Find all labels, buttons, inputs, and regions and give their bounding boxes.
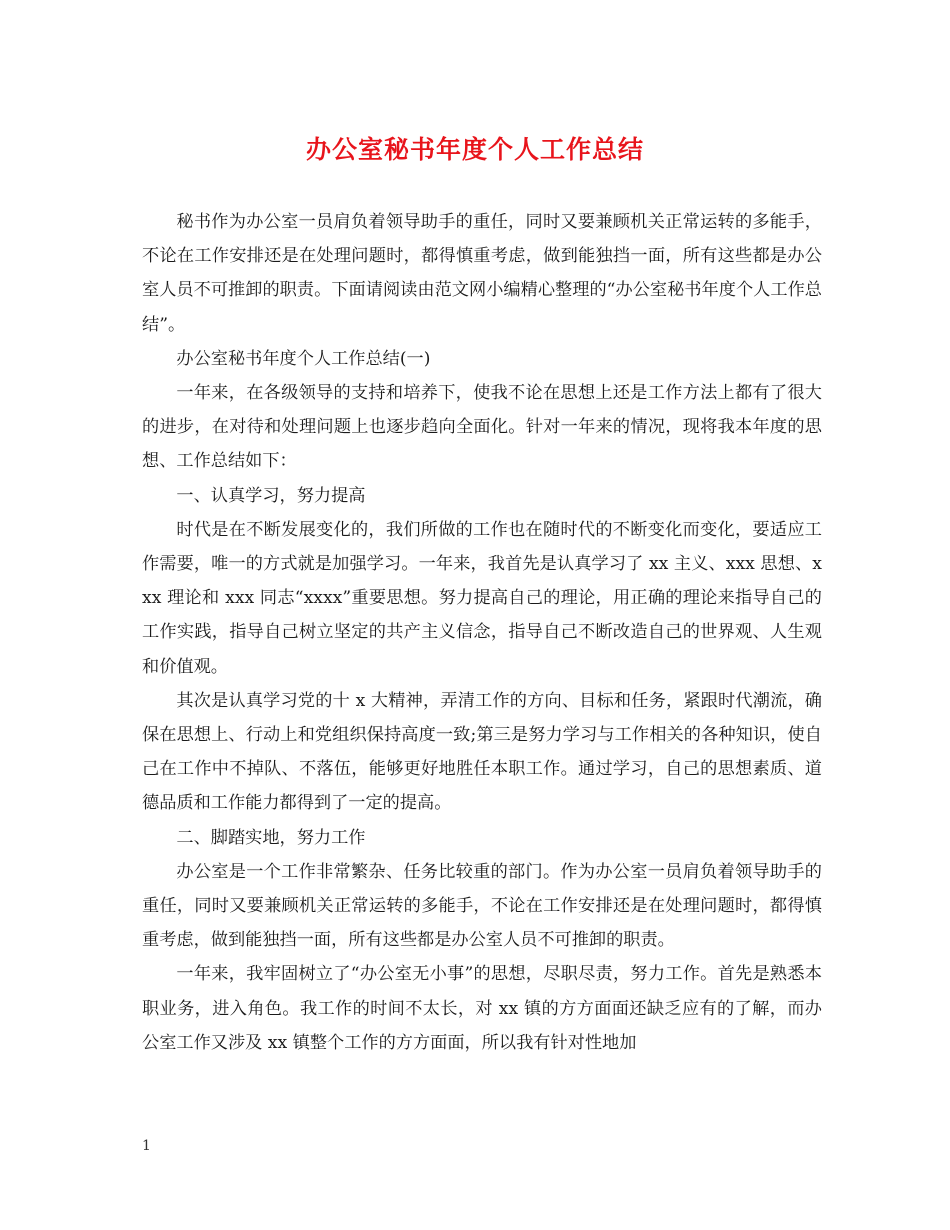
page-number: 1 (142, 1138, 151, 1154)
section-heading-1: 一、认真学习，努力提高 (176, 485, 366, 506)
paragraph: 办公室是一个工作非常繁杂、任务比较重的部门。作为办公室一员肩负着领导助手的重任，同时又要兼顾机关正常运转的多能手，不论在工作安排还是在处理问题时，都得慎重考虑，做到能独挡一面，所有这些都是办公室人员不可推卸的职责。 (142, 861, 822, 951)
document-title: 办公室秘书年度个人工作总结 (305, 135, 644, 164)
paragraph-subtitle: 办公室秘书年度个人工作总结(一) (176, 348, 431, 369)
document-body (142, 205, 822, 1060)
paragraph: 一年来，在各级领导的支持和培养下，使我不论在思想上还是工作方法上都有了很大的进步，在对待和处理问题上也逐步趋向全面化。针对一年来的情况，现将我本年度的思想、工作总结如下： (142, 383, 822, 472)
section-heading-2: 二、脚踏实地，努力工作 (176, 827, 366, 848)
paragraph: 一年来，我牢固树立了“办公室无小事”的思想，尽职尽责，努力工作。首先是熟悉本职业务，进入角色。我工作的时间不太长，对 xx 镇的方方面面还缺乏应有的了解，而办公室工作又涉及 xx 镇整个工作的方方面面，所以我有针对性地加 (142, 964, 822, 1053)
paragraph-intro: 秘书作为办公室一员肩负着领导助手的重任，同时又要兼顾机关正常运转的多能手，不论在工作安排还是在处理问题时，都得慎重考虑，做到能独挡一面，所有这些都是办公室人员不可推卸的职责。下面请阅读由范文网小编精心整理的“办公室秘书年度个人工作总结”。 (142, 212, 822, 335)
paragraph: 时代是在不断发展变化的，我们所做的工作也在随时代的不断变化而变化，要适应工作需要，唯一的方式就是加强学习。一年来，我首先是认真学习了 xx 主义、xxx 思想、xxx 理论和 xxx 同志“xxxx”重要思想。努力提高自己的理论，用正确的理论来指导自己的工作实践，指导自己树立坚定的共产主义信念，指导自己不断改造自己的世界观、人生观和价值观。 (142, 519, 822, 677)
paragraph: 其次是认真学习党的十 x 大精神，弄清工作的方向、目标和任务，紧跟时代潮流，确保在思想上、行动上和党组织保持高度一致;第三是努力学习与工作相关的各种知识，使自己在工作中不掉队、不落伍，能够更好地胜任本职工作。通过学习，自己的思想素质、道德品质和工作能力都得到了一定的提高。 (142, 690, 822, 814)
